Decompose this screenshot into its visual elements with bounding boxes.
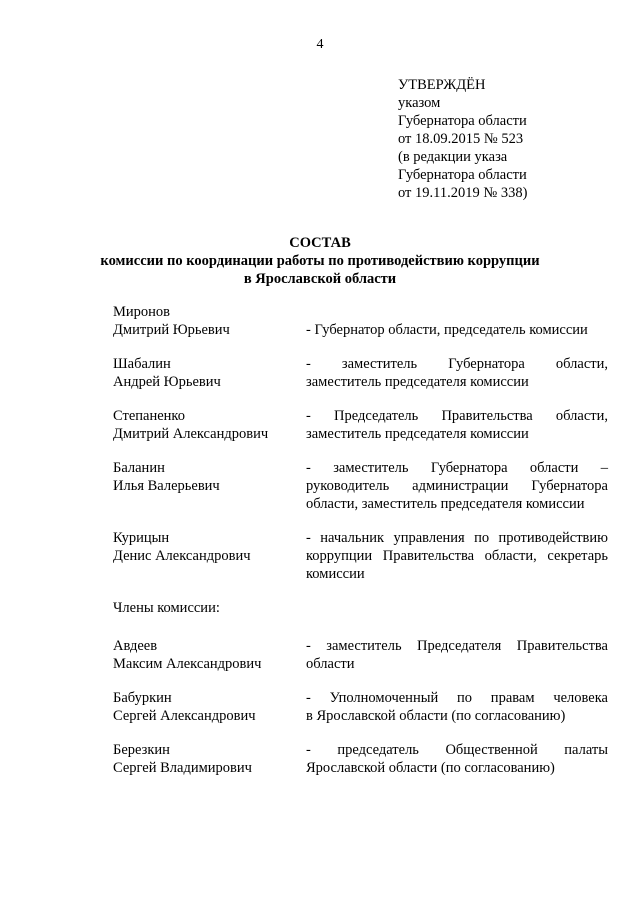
role-line: - заместитель Губернатора области – — [306, 460, 608, 476]
member-person — [113, 407, 303, 443]
role-line: - заместитель Председателя Правительства — [306, 638, 608, 654]
member-name: Дмитрий Александрович — [113, 426, 269, 442]
member-person — [113, 741, 303, 777]
member-name: Максим Александрович — [113, 656, 262, 672]
document-subtitle: комиссии по координации работы по противодействию коррупции — [100, 253, 540, 269]
commission-composition — [113, 303, 608, 793]
role-line: заместитель председателя комиссии — [306, 426, 529, 442]
member-surname: Бабуркин — [113, 690, 172, 706]
member-role — [306, 321, 608, 339]
member-role — [306, 355, 608, 391]
document-title: СОСТАВ — [289, 235, 351, 251]
member-surname: Курицын — [113, 530, 170, 546]
member-surname: Березкин — [113, 742, 170, 758]
approval-line: УТВЕРЖДЁН — [398, 77, 486, 93]
role-line: области — [306, 656, 355, 672]
role-line: - Губернатор области, председатель комиссии — [306, 322, 588, 338]
approval-line: Губернатора области — [398, 113, 527, 129]
member-surname: Степаненко — [113, 408, 185, 424]
role-line: комиссии — [306, 566, 365, 582]
member-surname: Шабалин — [113, 356, 171, 372]
member-row — [113, 741, 608, 777]
member-person — [113, 303, 303, 339]
member-role — [306, 689, 608, 725]
document-heading — [80, 234, 560, 288]
member-row — [113, 355, 608, 391]
member-name: Дмитрий Юрьевич — [113, 322, 230, 338]
member-row — [113, 529, 608, 583]
member-surname: Миронов — [113, 304, 171, 320]
document-subtitle-region: в Ярославской области — [243, 271, 397, 287]
role-line: - председатель Общественной палаты — [306, 742, 608, 758]
member-role — [306, 459, 608, 513]
member-row — [113, 637, 608, 673]
member-row — [113, 303, 608, 339]
member-person — [113, 637, 303, 673]
member-surname: Авдеев — [113, 638, 158, 654]
role-line: в Ярославской области (по согласованию) — [306, 708, 566, 724]
member-row — [113, 689, 608, 725]
member-surname: Баланин — [113, 460, 165, 476]
member-role — [306, 407, 608, 443]
approval-stamp — [398, 76, 628, 202]
approval-line: (в редакции указа — [398, 149, 508, 165]
member-name: Денис Александрович — [113, 548, 251, 564]
members-section-label: Члены комиссии: — [113, 600, 220, 616]
member-person — [113, 459, 303, 495]
member-person — [113, 689, 303, 725]
member-name: Илья Валерьевич — [113, 478, 220, 494]
member-row — [113, 459, 608, 513]
member-role — [306, 637, 608, 673]
role-line: заместитель председателя комиссии — [306, 374, 529, 390]
member-row — [113, 407, 608, 443]
role-line: руководитель администрации Губернатора — [306, 478, 608, 494]
member-person — [113, 355, 303, 391]
member-name: Сергей Владимирович — [113, 760, 252, 776]
member-name: Сергей Александрович — [113, 708, 256, 724]
approval-line: от 19.11.2019 № 338) — [398, 185, 528, 201]
member-name: Андрей Юрьевич — [113, 374, 221, 390]
approval-line: указом — [398, 95, 441, 111]
role-line: - заместитель Губернатора области, — [306, 356, 608, 372]
member-person — [113, 529, 303, 565]
page-number: 4 — [316, 37, 324, 52]
role-line: Ярославской области (по согласованию) — [306, 760, 555, 776]
member-role — [306, 741, 608, 777]
role-line: - начальник управления по противодействию — [306, 530, 608, 546]
approval-line: Губернатора области — [398, 167, 527, 183]
role-line: - Уполномоченный по правам человека — [306, 690, 608, 706]
approval-line: от 18.09.2015 № 523 — [398, 131, 524, 147]
role-line: области, заместитель председателя комиссии — [306, 496, 585, 512]
member-role — [306, 529, 608, 583]
role-line: - Председатель Правительства области, — [306, 408, 608, 424]
role-line: коррупции Правительства области, секретарь — [306, 548, 608, 564]
